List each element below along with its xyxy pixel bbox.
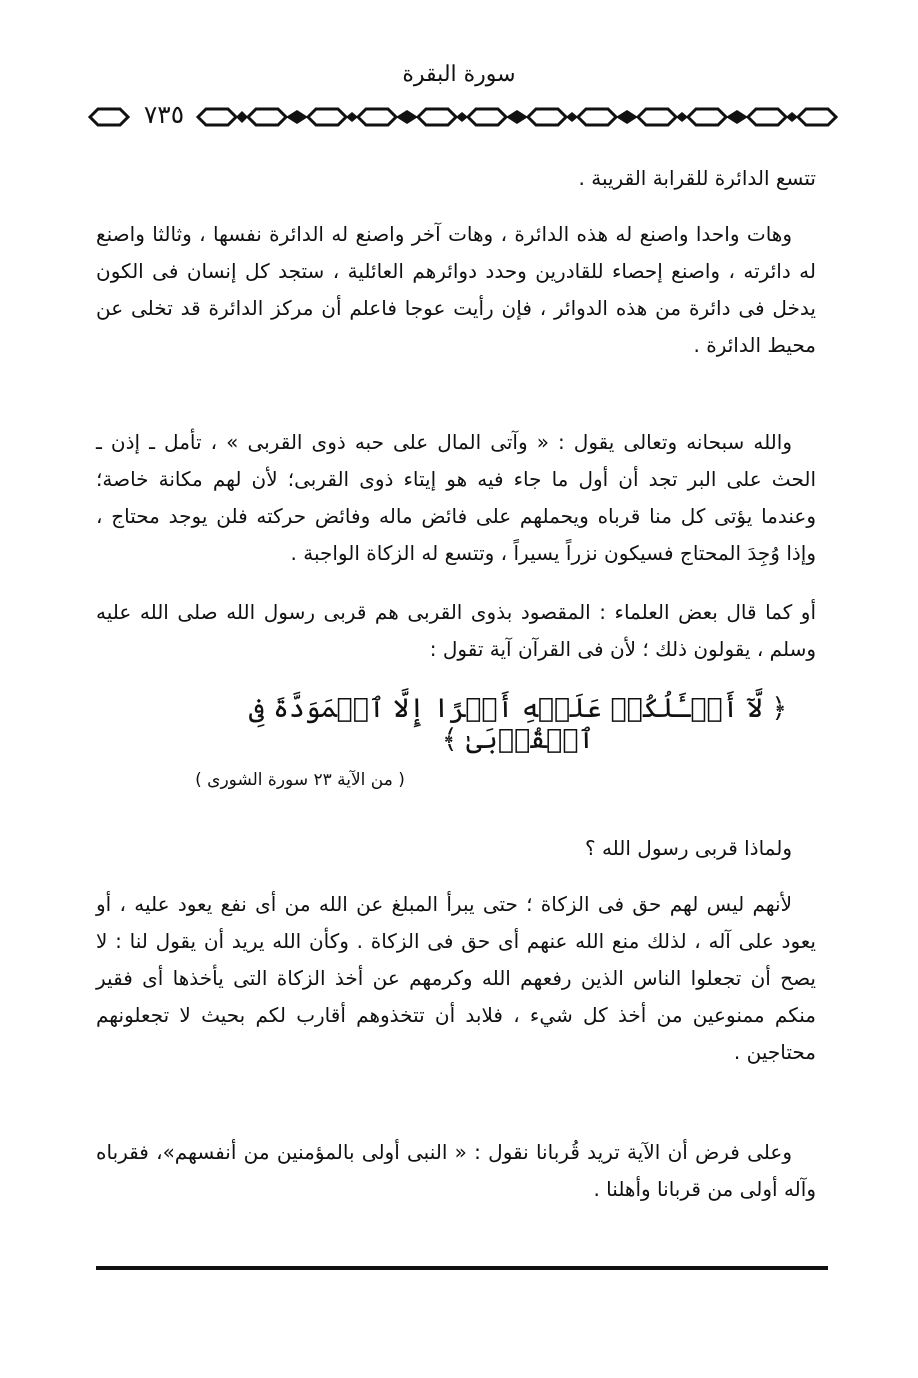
- paragraph-1-block: [96, 160, 816, 197]
- paragraph: ولماذا قربى رسول الله ؟: [584, 836, 792, 860]
- paragraph-4-block: [96, 594, 816, 668]
- paragraph: والله سبحانه وتعالى يقول : « وآتى المال على حبه ذوى القربى » ، تأمل ـ إذن ـ الحث على البر تجد أن أول ما جاء فيه هو إيتاء ذوى القربى؛ لأن لهم مكانة خاصة؛ وعندما يؤتى كل منا قرباه ويحملهم على فائض ماله وفائض حركته فلن يوجد محتاج ، وإذا وُجِدَ المحتاج فسيكون نزراً يسيراً ، وتتسع له الزكاة الواجبة .: [96, 430, 816, 565]
- paragraph-2-block: [96, 216, 816, 364]
- paragraph: لأنهم ليس لهم حق فى الزكاة ؛ حتى يبرأ المبلغ عن الله من أى نفع يعود عليه ، أو يعود على آله ، لذلك منع الله عنهم أى حق فى الزكاة . وكأن الله يريد أن يقول لنا : لا يصح أن تجعلوا الناس الذين رفعهم الله وكرمهم عن أخذ الزكاة التى يأخذها أى فقير منكم ممنوعين من أخذ كل شيء ، فلابد أن تتخذوهم أقارب لكم بحيث لا تجعلونهم محتاجين .: [96, 892, 816, 1064]
- paragraph: وعلى فرض أن الآية تريد قُربانا نقول : « النبى أولى بالمؤمنين من أنفسهم»، فقرباه وآله أولى من قربانا وأهلنا .: [96, 1140, 816, 1201]
- paragraph-3-block: [96, 424, 816, 572]
- footer-rule: [96, 1266, 828, 1270]
- page-number: ٧٣٥: [136, 98, 192, 132]
- quran-verse: ﴿ لَّآ أَسۡـَٔلُكُمۡ عَلَيۡهِ أَجۡرًا إِلَّا ٱلۡمَوَدَّةَ فِى ٱلۡقُرۡبَىٰ ﴾: [248, 693, 788, 755]
- paragraph-7-block: [96, 1134, 816, 1208]
- paragraph: تتسع الدائرة للقرابة القريبة .: [578, 166, 816, 190]
- paragraph-5-block: [96, 830, 816, 867]
- verse-reference: ( من الآية ٢٣ سورة الشورى ): [195, 770, 405, 790]
- surah-title: سورة البقرة: [402, 62, 516, 87]
- paragraph: وهات واحدا واصنع له هذه الدائرة ، وهات آخر واصنع له الدائرة نفسها ، وثالثا واصنع له دائرته ، واصنع إحصاء للقادرين وحدد دوائرهم العائلية ، ستجد كل إنسان فى الكون يدخل فى دائرة من هذه الدوائر ، فإن رأيت عوجا فاعلم أن مركز الدائرة قد تخلى عن محيط الدائرة .: [96, 222, 816, 357]
- paragraph: أو كما قال بعض العلماء : المقصود بذوى القربى هم قربى رسول الله صلى الله عليه وسلم ، يقولون ذلك ؛ لأن فى القرآن آية تقول :: [96, 600, 816, 661]
- paragraph-6-block: [96, 886, 816, 1071]
- ornamental-header-rule: [88, 100, 840, 134]
